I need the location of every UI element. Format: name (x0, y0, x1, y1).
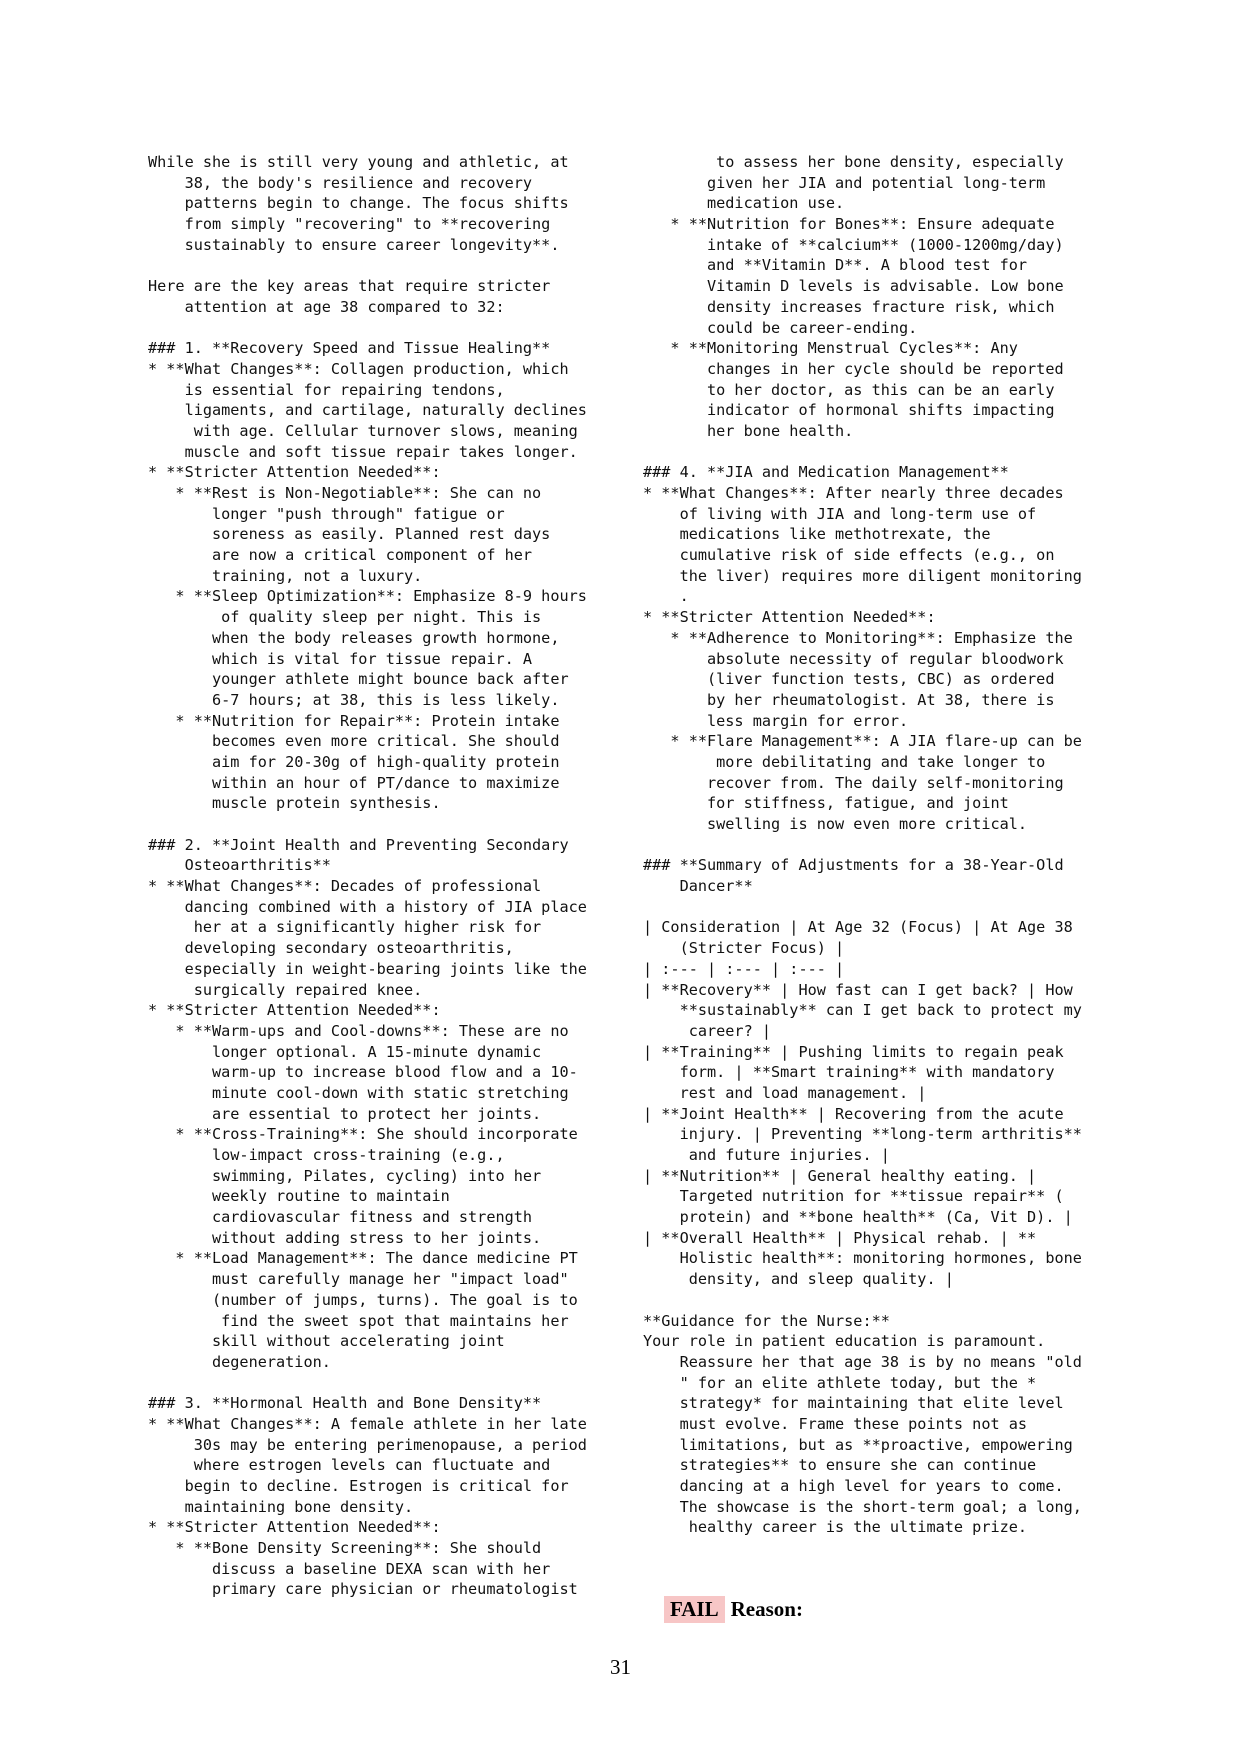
text-line: recover from. The daily self-monitoring (643, 773, 1064, 792)
text-line: Osteoarthritis** (148, 856, 331, 875)
text-line: medications like methotrexate, the (643, 525, 991, 544)
text-line: becomes even more critical. She should (148, 732, 560, 751)
text-line: less margin for error. (643, 711, 909, 730)
text-line: medication use. (643, 194, 845, 213)
text-line: * **Load Management**: The dance medicine PT (148, 1249, 578, 1268)
text-line: sustainably to ensure career longevity**. (148, 235, 560, 254)
text-line: * **What Changes**: Decades of professional (148, 877, 542, 896)
text-line: | **Nutrition** | General healthy eating. | (643, 1166, 1037, 1185)
text-line: given her JIA and potential long-term (643, 173, 1046, 192)
text-line: indicator of hormonal shifts impacting (643, 401, 1055, 420)
text-line: changes in her cycle should be reported (643, 359, 1064, 378)
text-line: The showcase is the short-term goal; a long, (643, 1497, 1082, 1516)
text-line: * **Rest is Non-Negotiable**: She can no (148, 484, 542, 502)
text-line: of living with JIA and long-term use of (643, 504, 1037, 523)
text-line: career? | (643, 1021, 772, 1040)
text-line: when the body releases growth hormone, (148, 628, 560, 647)
text-line: must carefully manage her "impact load" (148, 1270, 569, 1289)
text-line: younger athlete might bounce back after (148, 670, 569, 689)
text-line (643, 835, 1113, 856)
text-line: density increases fracture risk, which (643, 297, 1055, 316)
text-line: * **Sleep Optimization**: Emphasize 8-9 hours (148, 587, 587, 606)
text-line: training, not a luxury. (148, 566, 423, 585)
text-line: * **Cross-Training**: She should incorporate (148, 1125, 578, 1144)
text-line: * **Monitoring Menstrual Cycles**: Any (643, 339, 1018, 358)
text-line: swelling is now even more critical. (643, 815, 1028, 833)
text-line: where estrogen levels can fluctuate and (148, 1456, 551, 1475)
text-line: to assess her bone density, especially (643, 153, 1064, 171)
text-line: Dancer** (643, 877, 753, 896)
text-line: skill without accelerating joint (148, 1332, 505, 1351)
text-line: developing secondary osteoarthritis, (148, 939, 514, 958)
text-line: While she is still very young and athletic, at (148, 153, 569, 171)
right-column (643, 152, 1113, 1538)
text-line: more debilitating and take longer to (643, 752, 1046, 771)
text-line: absolute necessity of regular bloodwork (643, 649, 1064, 668)
text-line: to her doctor, as this can be an early (643, 380, 1055, 399)
text-line: Targeted nutrition for **tissue repair** ( (643, 1187, 1064, 1206)
text-line: muscle and soft tissue repair takes longer. (148, 442, 578, 461)
text-line: 38, the body's resilience and recovery (148, 173, 533, 192)
text-line: | **Overall Health** | Physical rehab. | ** (643, 1228, 1037, 1247)
text-line: * **Flare Management**: A JIA flare-up can be (643, 732, 1082, 751)
text-line: for stiffness, fatigue, and joint (643, 794, 1009, 813)
text-line: find the sweet spot that maintains her (148, 1311, 569, 1330)
text-line: dancing at a high level for years to come. (643, 1477, 1064, 1495)
text-line (643, 442, 1113, 463)
text-line: with age. Cellular turnover slows, meaning (148, 421, 578, 440)
text-line: within an hour of PT/dance to maximize (148, 773, 560, 792)
text-line: discuss a baseline DEXA scan with her (148, 1559, 551, 1578)
text-line: 30s may be entering perimenopause, a period (148, 1435, 587, 1454)
text-line (643, 897, 1113, 918)
text-line: warm-up to increase blood flow and a 10- (148, 1063, 578, 1082)
fail-badge: FAIL (664, 1596, 725, 1623)
text-line: cardiovascular fitness and strength (148, 1208, 533, 1227)
text-line: maintaining bone density. (148, 1497, 414, 1516)
text-line: are essential to protect her joints. (148, 1104, 542, 1123)
text-line: muscle protein synthesis. (148, 794, 441, 813)
text-line: aim for 20-30g of high-quality protein (148, 752, 560, 771)
text-line: **sustainably** can I get back to protect my (643, 1001, 1082, 1020)
text-line: by her rheumatologist. At 38, there is (643, 690, 1055, 709)
text-line: could be career-ending. (643, 318, 918, 337)
text-line: low-impact cross-training (e.g., (148, 1146, 505, 1164)
text-line (148, 1373, 618, 1394)
text-line: * **What Changes**: After nearly three decades (643, 484, 1064, 502)
text-line: cumulative risk of side effects (e.g., on (643, 546, 1055, 565)
text-line: ### 4. **JIA and Medication Management** (643, 463, 1009, 482)
text-line: Reassure her that age 38 is by no means "old (643, 1352, 1082, 1371)
text-line: form. | **Smart training** with mandatory (643, 1063, 1055, 1082)
text-line: patterns begin to change. The focus shifts (148, 194, 569, 213)
text-line: (Stricter Focus) | (643, 939, 845, 958)
text-line: (number of jumps, turns). The goal is to (148, 1290, 578, 1309)
text-line: is essential for repairing tendons, (148, 380, 505, 399)
text-line: swimming, Pilates, cycling) into her (148, 1166, 542, 1185)
text-line: without adding stress to her joints. (148, 1228, 542, 1247)
text-line: intake of **calcium** (1000-1200mg/day) (643, 235, 1064, 254)
text-line: and **Vitamin D**. A blood test for (643, 256, 1028, 275)
text-line: are now a critical component of her (148, 546, 533, 565)
text-line: and future injuries. | (643, 1146, 890, 1164)
text-line: density, and sleep quality. | (643, 1270, 954, 1289)
text-line: | :--- | :--- | :--- | (643, 959, 845, 978)
text-line: | Consideration | At Age 32 (Focus) | At Age 38 (643, 918, 1073, 937)
text-line: healthy career is the ultimate prize. (643, 1518, 1028, 1537)
text-line: especially in weight-bearing joints like the (148, 959, 587, 978)
text-line: (liver function tests, CBC) as ordered (643, 670, 1055, 689)
text-line (643, 1290, 1113, 1311)
text-line (148, 255, 618, 276)
text-line: begin to decline. Estrogen is critical for (148, 1477, 569, 1495)
text-line: which is vital for tissue repair. A (148, 649, 533, 668)
text-line: protein) and **bone health** (Ca, Vit D). | (643, 1208, 1073, 1227)
text-line: **Guidance for the Nurse:** (643, 1311, 890, 1330)
text-line: the liver) requires more diligent monitoring (643, 566, 1082, 585)
text-line: must evolve. Frame these points not as (643, 1414, 1028, 1433)
text-line: * **Warm-ups and Cool-downs**: These are no (148, 1021, 569, 1040)
text-line: ### **Summary of Adjustments for a 38-Year-Old (643, 856, 1064, 875)
text-line: of quality sleep per night. This is (148, 608, 542, 627)
text-line: ### 1. **Recovery Speed and Tissue Healing** (148, 339, 551, 358)
text-line: Holistic health**: monitoring hormones, bone (643, 1249, 1082, 1268)
text-line: primary care physician or rheumatologist (148, 1580, 578, 1599)
text-line: | **Recovery** | How fast can I get back? | How (643, 980, 1073, 999)
text-line: * **What Changes**: A female athlete in her late (148, 1414, 587, 1433)
text-line: * **Nutrition for Bones**: Ensure adequate (643, 215, 1055, 234)
text-line: . (643, 587, 689, 606)
left-column (148, 152, 618, 1600)
text-line: her bone health. (643, 421, 854, 440)
text-line: * **What Changes**: Collagen production, which (148, 359, 569, 378)
text-line: * **Stricter Attention Needed**: (643, 608, 936, 627)
text-line: ### 3. **Hormonal Health and Bone Density** (148, 1394, 542, 1413)
text-line: * **Stricter Attention Needed**: (148, 1518, 441, 1537)
text-line: * **Bone Density Screening**: She should (148, 1539, 542, 1558)
page-number: 31 (610, 1655, 631, 1679)
text-line: longer "push through" fatigue or (148, 504, 505, 523)
text-line: from simply "recovering" to **recovering (148, 215, 551, 234)
text-line: ### 2. **Joint Health and Preventing Secondary (148, 835, 569, 854)
text-line: weekly routine to maintain (148, 1187, 450, 1206)
text-line: 6-7 hours; at 38, this is less likely. (148, 690, 560, 709)
text-line: | **Training** | Pushing limits to regain peak (643, 1042, 1064, 1061)
text-line: * **Stricter Attention Needed**: (148, 463, 441, 482)
text-line: injury. | Preventing **long-term arthritis** (643, 1125, 1082, 1144)
text-line: her at a significantly higher risk for (148, 918, 542, 937)
text-line: surgically repaired knee. (148, 980, 423, 999)
text-line: | **Joint Health** | Recovering from the acute (643, 1104, 1064, 1123)
text-line: attention at age 38 compared to 32: (148, 297, 505, 316)
verdict (664, 1597, 803, 1622)
text-line: strategies** to ensure she can continue (643, 1456, 1037, 1475)
text-line: Your role in patient education is paramount. (643, 1332, 1046, 1351)
reason-label: Reason: (730, 1597, 803, 1621)
text-line (148, 814, 618, 835)
text-line: minute cool-down with static stretching (148, 1083, 569, 1102)
text-line: limitations, but as **proactive, empowering (643, 1435, 1073, 1454)
text-line: degeneration. (148, 1352, 331, 1371)
text-line: * **Stricter Attention Needed**: (148, 1001, 441, 1020)
text-line: Vitamin D levels is advisable. Low bone (643, 277, 1064, 296)
text-line: longer optional. A 15-minute dynamic (148, 1042, 542, 1061)
text-line: * **Nutrition for Repair**: Protein intake (148, 711, 560, 730)
text-line (148, 318, 618, 339)
text-line: strategy* for maintaining that elite level (643, 1394, 1064, 1413)
text-line: * **Adherence to Monitoring**: Emphasize the (643, 628, 1073, 647)
text-line: " for an elite athlete today, but the * (643, 1373, 1037, 1392)
text-line: rest and load management. | (643, 1083, 927, 1102)
text-line: dancing combined with a history of JIA place (148, 897, 587, 916)
text-line: Here are the key areas that require stricter (148, 277, 551, 296)
text-line: soreness as easily. Planned rest days (148, 525, 551, 544)
text-line: ligaments, and cartilage, naturally declines (148, 401, 587, 420)
